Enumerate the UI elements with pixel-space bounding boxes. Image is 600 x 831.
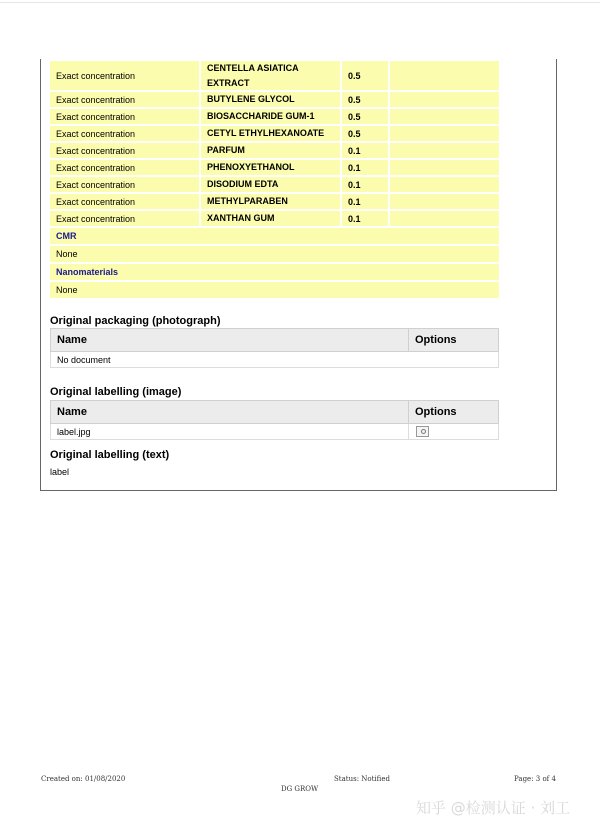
concentration-value: 0.5 [342,61,388,90]
nanomaterials-label: Nanomaterials [50,264,499,280]
concentration-type: Exact concentration [50,61,199,90]
column-header-options: Options [409,328,499,352]
watermark: 知乎 @检测认证 · 刘工 [416,799,571,817]
table-row [50,424,499,440]
top-divider [0,2,600,3]
table-row [50,211,499,226]
table-row [50,61,499,90]
concentration-value: 0.5 [342,126,388,141]
footer-created: Created on: 01/08/2020 [41,775,126,783]
empty-cell [390,61,499,90]
labelling-image-table [50,400,499,440]
ingredient-name: XANTHAN GUM [201,211,340,226]
empty-cell [390,194,499,209]
empty-cell [390,126,499,141]
labelling-text-value: label [50,467,70,477]
concentration-type: Exact concentration [50,143,199,158]
table-row [50,109,499,124]
nanomaterials-header-row [50,264,499,280]
table-row [50,92,499,107]
cmr-header-row [50,228,499,244]
labelling-image-heading: Original labelling (image) [50,386,182,398]
concentration-type: Exact concentration [50,211,199,226]
file-name-link[interactable]: label.jpg [51,424,409,439]
column-header-options: Options [409,400,499,424]
nanomaterials-value-row [50,282,499,298]
cmr-value: None [50,246,499,262]
ingredient-name: DISODIUM EDTA [201,177,340,192]
concentration-value: 0.5 [342,92,388,107]
packaging-table [50,328,499,368]
concentration-type: Exact concentration [50,177,199,192]
cmr-label: CMR [50,228,499,244]
concentration-value: 0.1 [342,160,388,175]
empty-cell [390,211,499,226]
concentration-value: 0.1 [342,177,388,192]
ingredient-name: PHENOXYETHANOL [201,160,340,175]
table-header [50,328,499,352]
ingredients-table [50,61,499,300]
table-header [50,400,499,424]
concentration-type: Exact concentration [50,126,199,141]
concentration-type: Exact concentration [50,109,199,124]
concentration-value: 0.1 [342,143,388,158]
table-row [50,177,499,192]
footer-status: Status: Notified [334,775,390,783]
ingredient-name: BUTYLENE GLYCOL [201,92,340,107]
ingredient-name: METHYLPARABEN [201,194,340,209]
empty-cell [390,109,499,124]
ingredient-name: BIOSACCHARIDE GUM-1 [201,109,340,124]
empty-cell [390,177,499,192]
table-row [50,126,499,141]
concentration-type: Exact concentration [50,160,199,175]
concentration-type: Exact concentration [50,92,199,107]
table-row [50,194,499,209]
concentration-type: Exact concentration [50,194,199,209]
concentration-value: 0.5 [342,109,388,124]
column-header-name: Name [50,328,409,352]
labelling-text-heading: Original labelling (text) [50,449,170,461]
footer-page: Page: 3 of 4 [514,775,556,783]
packaging-heading: Original packaging (photograph) [50,315,221,327]
ingredient-name: CENTELLA ASIATICA EXTRACT [201,61,340,90]
magnifier-icon[interactable] [416,426,429,437]
table-row [50,160,499,175]
cmr-value-row [50,246,499,262]
concentration-value: 0.1 [342,194,388,209]
footer-department: DG GROW [281,785,319,793]
no-document-text: No document [57,354,111,365]
concentration-value: 0.1 [342,211,388,226]
table-row [50,352,499,368]
table-row [50,143,499,158]
view-option[interactable] [409,424,498,439]
empty-cell [390,143,499,158]
ingredient-name: PARFUM [201,143,340,158]
nanomaterials-value: None [50,282,499,298]
column-header-name: Name [50,400,409,424]
empty-cell [390,92,499,107]
empty-cell [390,160,499,175]
ingredient-name: CETYL ETHYLHEXANOATE [201,126,340,141]
